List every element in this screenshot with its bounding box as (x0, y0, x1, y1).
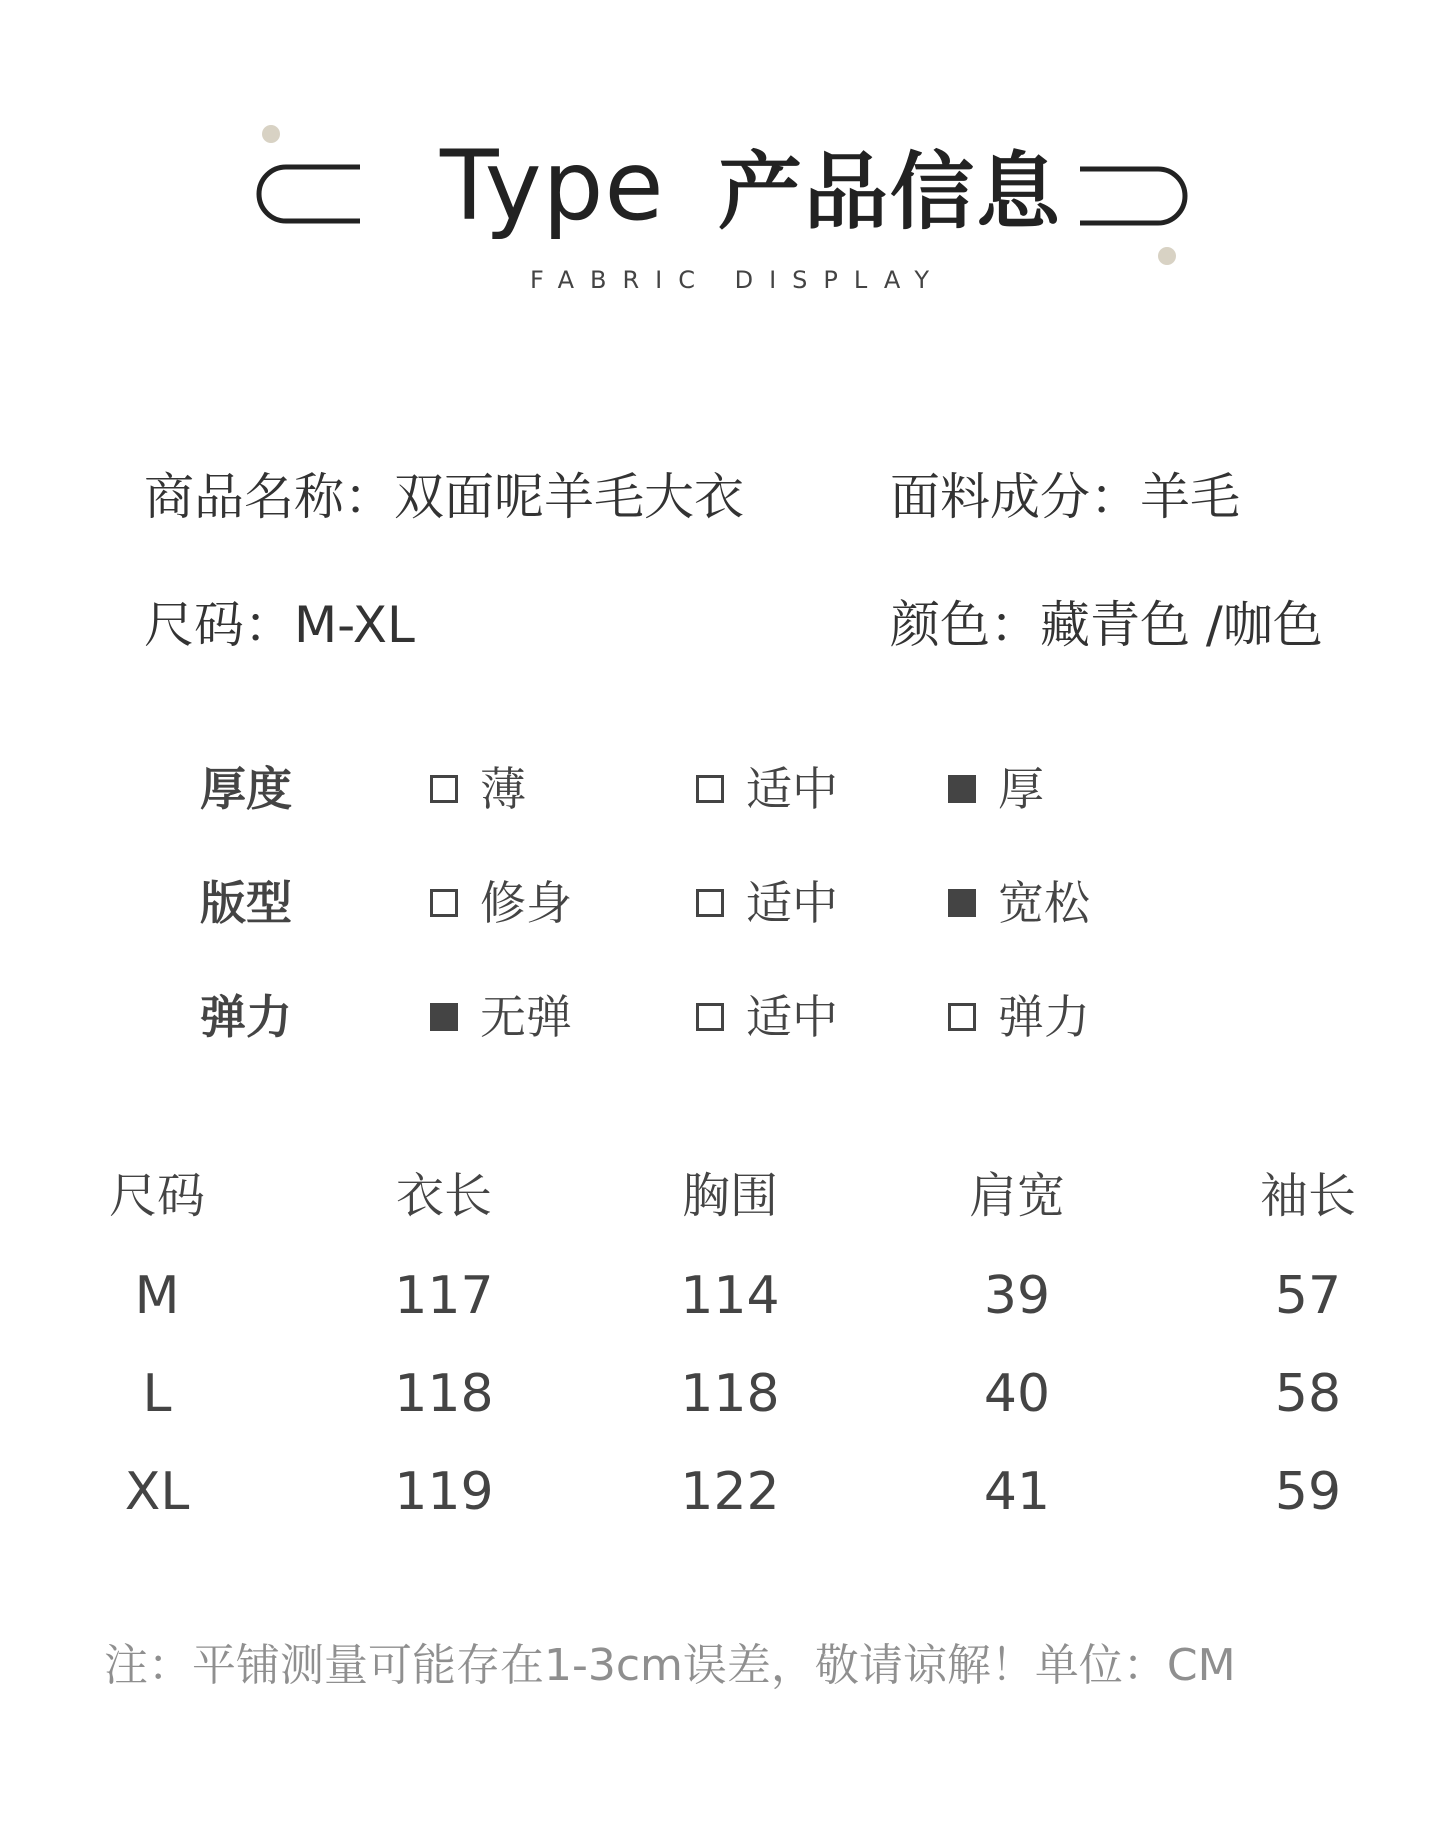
product-name: 商品名称：双面呢羊毛大衣 (144, 468, 744, 526)
attr-option (696, 876, 838, 930)
color-options: 颜色：藏青色 /咖色 (890, 596, 1323, 654)
table-cell: XL (124, 1462, 190, 1522)
table-header-shoulder: 肩宽 (968, 1168, 1065, 1224)
attr-option (696, 990, 838, 1044)
table-cell: L (142, 1364, 172, 1424)
fabric-composition: 面料成分：羊毛 (890, 468, 1240, 526)
attr-option (948, 762, 1044, 816)
attr-option-label: 适中 (746, 762, 838, 816)
decor-dot-bottom-right (1158, 247, 1176, 265)
right-bracket-decoration (1078, 164, 1194, 228)
table-cell: 41 (983, 1462, 1051, 1522)
table-cell: 118 (680, 1364, 780, 1424)
left-bracket-decoration (250, 162, 362, 226)
checkbox-icon (696, 889, 724, 917)
attr-label-fit: 版型 (200, 876, 292, 930)
title-cn: 产品信息 (718, 143, 1063, 241)
checked-box-icon (948, 889, 976, 917)
table-cell: 59 (1274, 1462, 1342, 1522)
attr-option (430, 762, 526, 816)
table-cell: 58 (1274, 1364, 1342, 1424)
table-cell: 122 (680, 1462, 780, 1522)
subtitle: FABRIC DISPLAY (530, 266, 946, 294)
table-cell: 39 (983, 1266, 1051, 1326)
decor-dot-top-left (262, 125, 280, 143)
attr-option-label: 修身 (480, 876, 572, 930)
table-cell: M (134, 1266, 180, 1326)
table-cell: 114 (680, 1266, 780, 1326)
checkbox-icon (696, 775, 724, 803)
table-cell: 118 (394, 1364, 494, 1424)
measurement-note: 注：平铺测量可能存在1-3cm误差，敬请谅解！单位：CM (104, 1640, 1236, 1691)
checked-box-icon (948, 775, 976, 803)
attr-label-thickness: 厚度 (200, 762, 292, 816)
attr-option (430, 876, 572, 930)
attr-option-label: 弹力 (998, 990, 1090, 1044)
table-cell: 57 (1274, 1266, 1342, 1326)
attr-option-label: 适中 (746, 990, 838, 1044)
checkbox-icon (430, 889, 458, 917)
table-cell: 119 (394, 1462, 494, 1522)
attr-label-elasticity: 弹力 (200, 990, 292, 1044)
table-header-chest: 胸围 (681, 1168, 778, 1224)
attr-option-label: 无弹 (480, 990, 572, 1044)
checkbox-icon (948, 1003, 976, 1031)
attr-option (430, 990, 572, 1044)
attr-option-label: 薄 (480, 762, 526, 816)
attr-option-label: 厚 (998, 762, 1044, 816)
checked-box-icon (430, 1003, 458, 1031)
attr-option (948, 990, 1090, 1044)
title-en: Type (440, 130, 665, 242)
checkbox-icon (430, 775, 458, 803)
table-header-sleeve: 袖长 (1259, 1168, 1356, 1224)
attr-option (696, 762, 838, 816)
attr-option-label: 适中 (746, 876, 838, 930)
table-cell: 117 (394, 1266, 494, 1326)
table-header-size: 尺码 (108, 1168, 205, 1224)
checkbox-icon (696, 1003, 724, 1031)
attr-option-label: 宽松 (998, 876, 1090, 930)
table-cell: 40 (983, 1364, 1051, 1424)
table-header-length: 衣长 (395, 1168, 492, 1224)
size-range: 尺码：M-XL (144, 596, 415, 654)
attr-option (948, 876, 1090, 930)
